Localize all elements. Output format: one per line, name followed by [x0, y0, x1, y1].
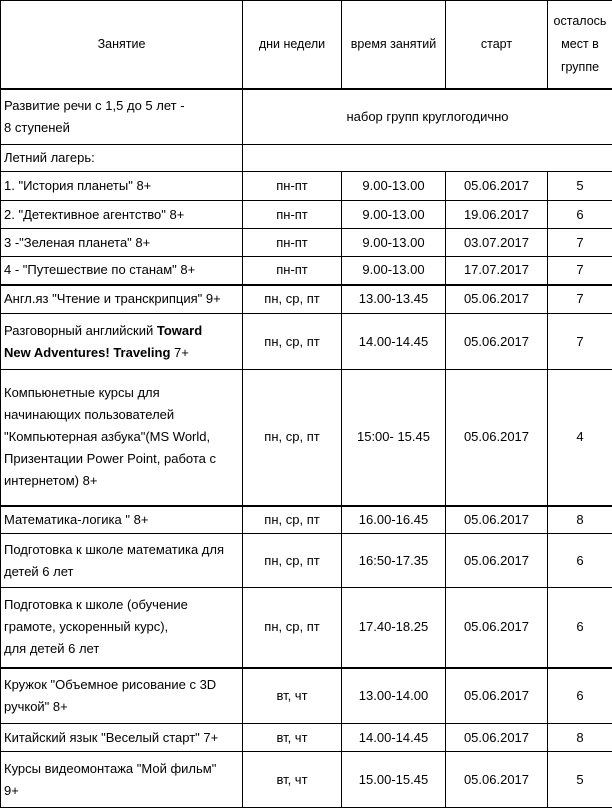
table-row	[1, 201, 612, 229]
row-time: 15:00- 15.45	[342, 370, 446, 506]
row-seats: 6	[548, 668, 612, 724]
header-time: время занятий	[342, 1, 446, 89]
speech-line2: 8 ступеней	[4, 120, 70, 135]
row-seats: 7	[548, 285, 612, 314]
table-row	[1, 668, 612, 724]
row-subject	[1, 668, 243, 724]
row-start: 05.06.2017	[446, 172, 548, 201]
row-start: 05.06.2017	[446, 314, 548, 370]
row-start: 03.07.2017	[446, 229, 548, 257]
row-time: 13.00-14.00	[342, 668, 446, 724]
row-time: 9.00-13.00	[342, 257, 446, 285]
row-days: пн-пт	[243, 229, 342, 257]
row-subject: 1. "История планеты" 8+	[1, 172, 243, 201]
header-seats-line3: группе	[561, 60, 599, 74]
header-subject: Занятие	[1, 1, 243, 89]
row-time: 9.00-13.00	[342, 172, 446, 201]
row-time: 16.00-16.45	[342, 506, 446, 534]
row-seats: 6	[548, 201, 612, 229]
row-subject-line1: Компьюнетные курсы для	[4, 385, 160, 400]
row-subject-line2: ручкой" 8+	[4, 699, 68, 714]
table-row	[1, 285, 612, 314]
row-days: пн, ср, пт	[243, 534, 342, 588]
header-days: дни недели	[243, 1, 342, 89]
speech-subject	[1, 89, 243, 145]
row-seats: 4	[548, 370, 612, 506]
speech-note: набор групп круглогодично	[243, 89, 612, 145]
header-row	[1, 1, 612, 89]
row-start: 05.06.2017	[446, 506, 548, 534]
row-subject-line2: 7+	[170, 345, 188, 360]
row-subject-line1: Кружок "Объемное рисование с 3D	[4, 677, 216, 692]
row-subject-line2: детей 6 лет	[4, 564, 73, 579]
row-subject	[1, 370, 243, 506]
row-subject: 3 -"Зеленая планета" 8+	[1, 229, 243, 257]
row-subject-line2: грамоте, ускоренный курс),	[4, 619, 168, 634]
row-days: пн-пт	[243, 172, 342, 201]
row-time: 16:50-17.35	[342, 534, 446, 588]
row-start: 17.07.2017	[446, 257, 548, 285]
speech-line1: Развитие речи с 1,5 до 5 лет -	[4, 98, 185, 113]
row-time: 14.00-14.45	[342, 724, 446, 752]
row-days: вт, чт	[243, 752, 342, 808]
row-days: вт, чт	[243, 724, 342, 752]
row-time: 17.40-18.25	[342, 588, 446, 668]
row-subject	[1, 588, 243, 668]
table-row	[1, 506, 612, 534]
row-start: 19.06.2017	[446, 201, 548, 229]
row-days: вт, чт	[243, 668, 342, 724]
header-start: старт	[446, 1, 548, 89]
row-subject-line3: для детей 6 лет	[4, 641, 99, 656]
row-subject	[1, 314, 243, 370]
row-subject	[1, 534, 243, 588]
row-subject-line5: интернетом) 8+	[4, 473, 97, 488]
camp-row	[1, 145, 612, 172]
row-days: пн-пт	[243, 201, 342, 229]
row-subject-bold1: Toward	[157, 323, 202, 338]
header-seats	[548, 1, 612, 89]
row-seats: 5	[548, 172, 612, 201]
row-seats: 5	[548, 752, 612, 808]
row-start: 05.06.2017	[446, 752, 548, 808]
row-subject-line3: "Компьютерная азбука"(MS World,	[4, 429, 210, 444]
row-subject: 2. "Детективное агентство" 8+	[1, 201, 243, 229]
table-row	[1, 588, 612, 668]
row-days: пн, ср, пт	[243, 370, 342, 506]
table-row	[1, 229, 612, 257]
row-start: 05.06.2017	[446, 534, 548, 588]
row-subject-line1: Курсы видеомонтажа "Мой фильм"	[4, 761, 216, 776]
table-row	[1, 534, 612, 588]
row-subject-line1: Разговорный английский	[4, 323, 157, 338]
row-time: 9.00-13.00	[342, 201, 446, 229]
table-row	[1, 314, 612, 370]
row-subject: 4 - "Путешествие по станам" 8+	[1, 257, 243, 285]
row-time: 15.00-15.45	[342, 752, 446, 808]
row-seats: 6	[548, 588, 612, 668]
row-subject-line1: Подготовка к школе математика для	[4, 542, 224, 557]
row-seats: 7	[548, 257, 612, 285]
row-subject-bold2: New Adventures! Traveling	[4, 345, 170, 360]
row-subject: Китайский язык "Веселый старт" 7+	[1, 724, 243, 752]
row-seats: 6	[548, 534, 612, 588]
row-seats: 7	[548, 229, 612, 257]
row-start: 05.06.2017	[446, 370, 548, 506]
row-subject-line2: начинающих пользователей	[4, 407, 174, 422]
row-days: пн, ср, пт	[243, 588, 342, 668]
table-row	[1, 257, 612, 285]
row-seats: 8	[548, 724, 612, 752]
row-start: 05.06.2017	[446, 668, 548, 724]
row-days: пн, ср, пт	[243, 314, 342, 370]
header-seats-line2: мест в	[561, 37, 599, 51]
row-days: пн-пт	[243, 257, 342, 285]
table-row	[1, 752, 612, 808]
row-days: пн, ср, пт	[243, 506, 342, 534]
row-start: 05.06.2017	[446, 285, 548, 314]
row-start: 05.06.2017	[446, 724, 548, 752]
table-row	[1, 172, 612, 201]
row-start: 05.06.2017	[446, 588, 548, 668]
row-time: 14.00-14.45	[342, 314, 446, 370]
camp-empty	[243, 145, 612, 172]
row-time: 9.00-13.00	[342, 229, 446, 257]
row-seats: 7	[548, 314, 612, 370]
row-subject-line2: 9+	[4, 783, 19, 798]
header-seats-line1: осталось	[554, 14, 607, 28]
row-subject-line1: Подготовка к школе (обучение	[4, 597, 188, 612]
speech-row	[1, 89, 612, 145]
row-subject: Математика-логика " 8+	[1, 506, 243, 534]
table-row	[1, 724, 612, 752]
camp-title: Летний лагерь:	[1, 145, 243, 172]
row-time: 13.00-13.45	[342, 285, 446, 314]
row-subject	[1, 752, 243, 808]
row-seats: 8	[548, 506, 612, 534]
row-subject-line4: Призентации Power Point, работа с	[4, 451, 216, 466]
row-subject: Англ.яз "Чтение и транскрипция" 9+	[1, 285, 243, 314]
table-row	[1, 370, 612, 506]
row-days: пн, ср, пт	[243, 285, 342, 314]
